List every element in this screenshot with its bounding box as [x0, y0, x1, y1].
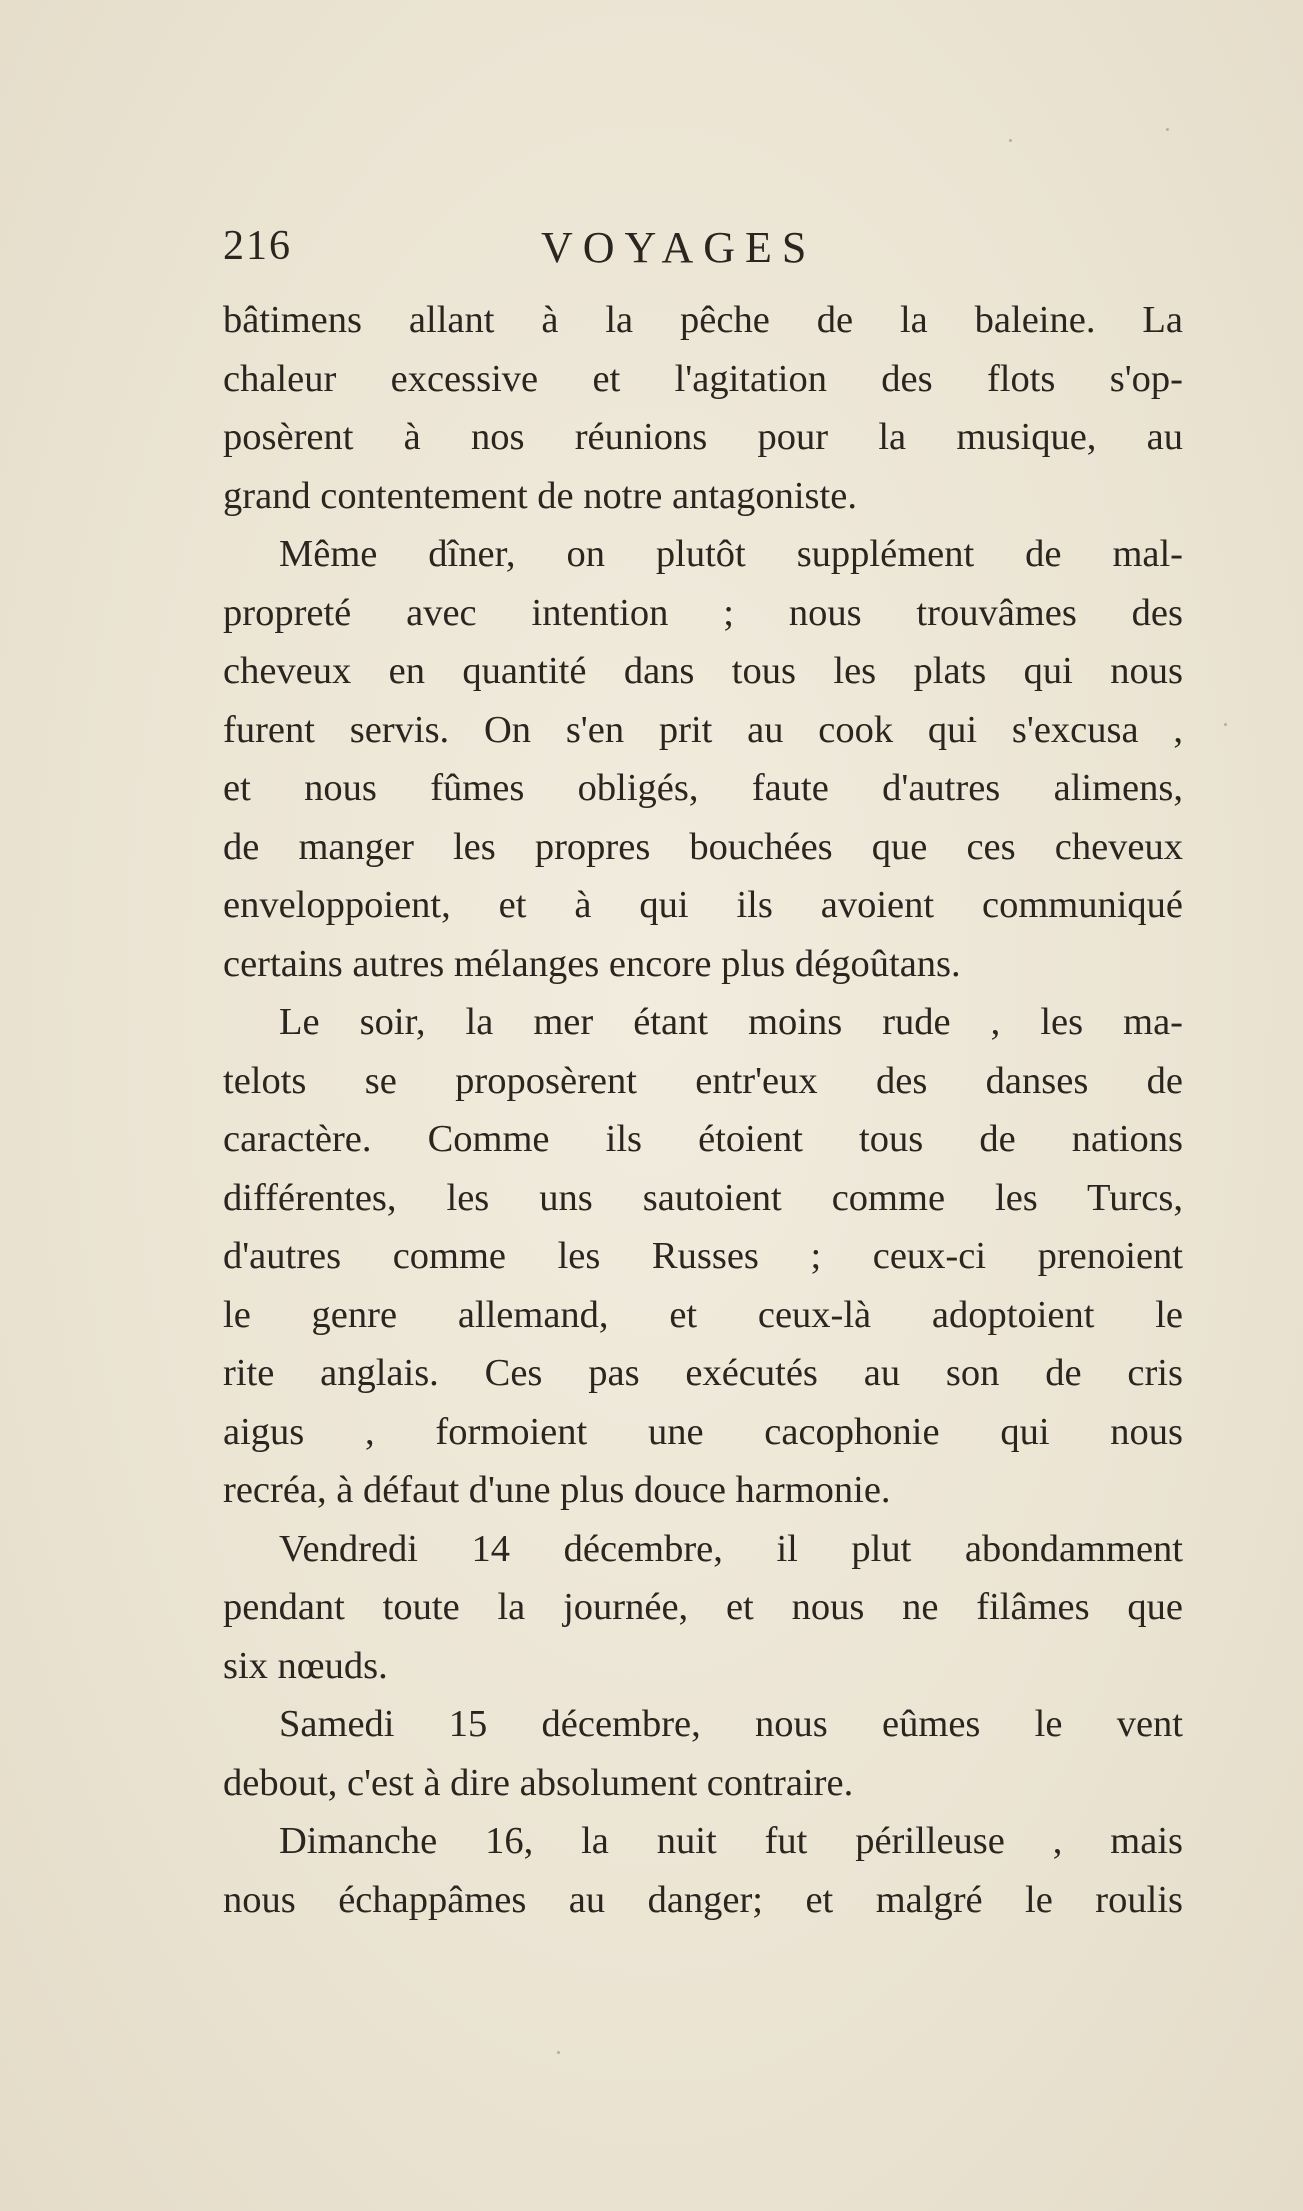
text-line: propreté avec intention ; nous trouvâmes des [223, 591, 1183, 634]
page-number: 216 [223, 223, 292, 269]
text-line: furent servis. On s'en prit au cook qui s'excusa , [223, 708, 1183, 751]
text-line: aigus , formoient une cacophonie qui nous [223, 1410, 1183, 1453]
text-line: Le soir, la mer étant moins rude , les ma- [279, 1001, 1183, 1043]
text-line: Dimanche 16, la nuit fut périlleuse , mais [279, 1820, 1183, 1862]
page-header [223, 222, 1183, 282]
text-line: et nous fûmes obligés, faute d'autres alimens, [223, 767, 1183, 809]
text-line: Samedi 15 décembre, nous eûmes le vent [279, 1703, 1183, 1745]
text-line: Vendredi 14 décembre, il plut abondamment [279, 1527, 1183, 1570]
text-line: le genre allemand, et ceux-là adoptoient le [223, 1293, 1183, 1336]
text-line: posèrent à nos réunions pour la musique, au [223, 416, 1183, 458]
paper-speck [557, 2051, 560, 2054]
text-line: cheveux en quantité dans tous les plats qui nous [223, 650, 1183, 692]
text-line: certains autres mélanges encore plus dégoûtans. [223, 942, 961, 985]
text-line: enveloppoient, et à qui ils avoient communiqué [223, 884, 1183, 926]
text-line: telots se proposèrent entr'eux des danses de [223, 1059, 1183, 1102]
text-line: bâtimens allant à la pêche de la baleine. La [223, 299, 1183, 341]
text-line: rite anglais. Ces pas exécutés au son de cris [223, 1352, 1183, 1394]
paper-speck [1009, 139, 1012, 142]
text-line: six nœuds. [223, 1644, 388, 1687]
paper-speck [1224, 723, 1227, 726]
text-line: de manger les propres bouchées que ces cheveux [223, 825, 1183, 868]
text-line: nous échappâmes au danger; et malgré le roulis [223, 1878, 1183, 1921]
text-line: pendant toute la journée, et nous ne filâmes que [223, 1586, 1183, 1628]
text-line: grand contentement de notre antagoniste. [223, 474, 857, 517]
text-line: caractère. Comme ils étoient tous de nations [223, 1118, 1183, 1160]
text-line: d'autres comme les Russes ; ceux-ci prenoient [223, 1235, 1183, 1277]
text-line: différentes, les uns sautoient comme les Turcs, [223, 1176, 1183, 1219]
text-line: chaleur excessive et l'agitation des flots s'op- [223, 357, 1183, 400]
paper-speck [1166, 128, 1169, 131]
running-title: VOYAGES [541, 223, 817, 272]
text-line: debout, c'est à dire absolument contraire. [223, 1761, 854, 1804]
body-text [223, 291, 1183, 1929]
text-line: Même dîner, on plutôt supplément de mal- [279, 533, 1183, 575]
text-line: recréa, à défaut d'une plus douce harmonie. [223, 1469, 891, 1511]
